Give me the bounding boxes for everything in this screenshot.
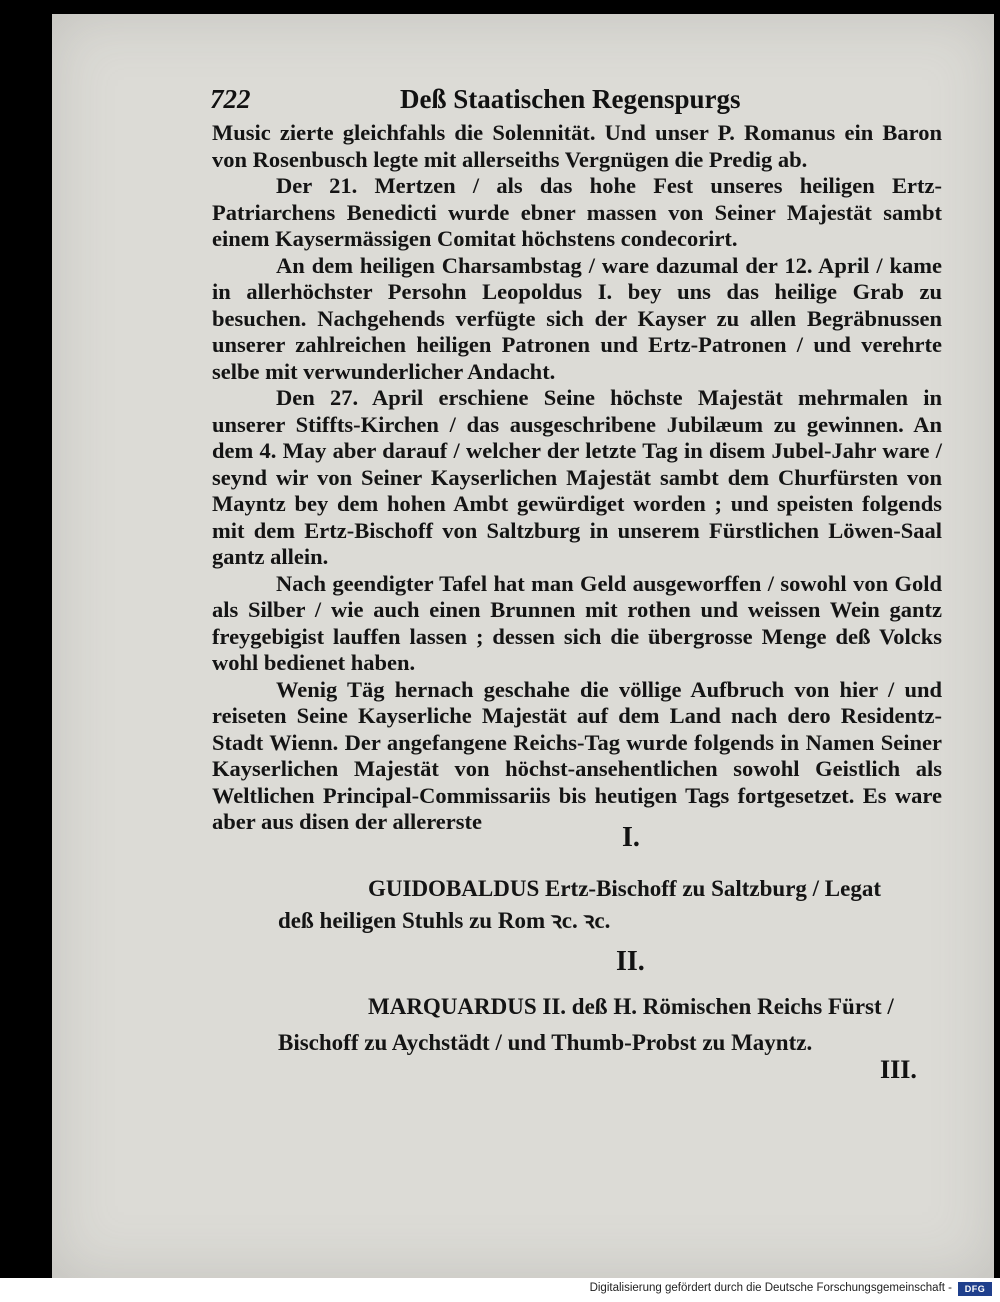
- section-numeral: II.: [616, 946, 645, 977]
- catchword: III.: [880, 1055, 917, 1084]
- body-text: [212, 120, 942, 836]
- page-header: [210, 84, 810, 118]
- paragraph: An dem heiligen Charsambstag / ware dazumal der 12. April / kame in allerhöchster Persohn Leopoldus I. bey uns das heilige Grab zu besuchen. Nachgehends verfügte sich der Kayser zu allen Begräbnussen unserer zahlreichen heiligen Patronen und Ertz-Patronen / und verehrte selbe mit verwunderlicher Andacht.: [212, 252, 942, 384]
- section-entry-line: MARQUARDUS II. deß H. Römischen Reichs Fürst /: [368, 994, 894, 1019]
- paragraph: Wenig Täg hernach geschahe die völlige Aufbruch von hier / und reiseten Seine Kayserliche Majestät auf dem Land nach dero Residentz-Stadt Wienn. Der angefangene Reichs-Tag wurde folgends in Namen Seiner Kayserlichen Majestät von höchst-ansehentlichen sowohl Geistlich als Weltlichen Principal-Commissariis bis heutigen Tags fortgesetzet. Es ware aber aus disen der allererste: [212, 676, 942, 834]
- running-title: Deß Staatischen Regenspurgs: [400, 84, 741, 114]
- funding-credit: Digitalisierung gefördert durch die Deutsche Forschungsgemeinschaft -: [589, 1282, 952, 1294]
- section-entry-line: deß heiligen Stuhls zu Rom ꝛc. ꝛc.: [278, 908, 611, 933]
- section-entry-line: GUIDOBALDUS Ertz-Bischoff zu Saltzburg / Legat: [368, 876, 882, 901]
- footer-bar: [0, 1278, 1000, 1302]
- paragraph: Music zierte gleichfahls die Solennität. Und unser P. Romanus ein Baron von Rosenbusch legte mit allerseiths Vergnügen die Predig ab.: [212, 120, 942, 172]
- section-entry-line: Bischoff zu Aychstädt / und Thumb-Probst zu Mayntz.: [278, 1030, 813, 1055]
- page-number: 722: [210, 84, 251, 114]
- paragraph: Nach geendigter Tafel hat man Geld ausgeworffen / sowohl von Gold als Silber / wie auch einen Brunnen mit rothen und weissen Wein gantz freygebigist lauffen lassen ; dessen sich die übergrosse Menge deß Volcks wohl bedienet haben.: [212, 570, 942, 675]
- paragraph: Der 21. Mertzen / als das hohe Fest unseres heiligen Ertz-Patriarchens Benedicti wurde ebner massen von Seiner Majestät sambt einem Kaysermässigen Comitat höchstens condecorirt.: [212, 173, 942, 251]
- paragraph: Den 27. April erschiene Seine höchste Majestät mehrmalen in unserer Stiffts-Kirchen / das ausgeschribene Jubilæum zu gewinnen. An dem 4. May aber darauf / welcher der letzte Tag in disem Jubel-Jahr ware / seynd wir von Seiner Kayserlichen Majestät sambt dem Churfürsten von Mayntz bey dem hohen Ambt gewürdiget worden ; und speisten folgends mit dem Ertz-Bischoff von Saltzburg in unserem Fürstlichen Löwen-Saal gantz allein.: [212, 385, 942, 569]
- section-numeral: I.: [622, 822, 640, 853]
- dfg-logo: DFG: [958, 1282, 992, 1296]
